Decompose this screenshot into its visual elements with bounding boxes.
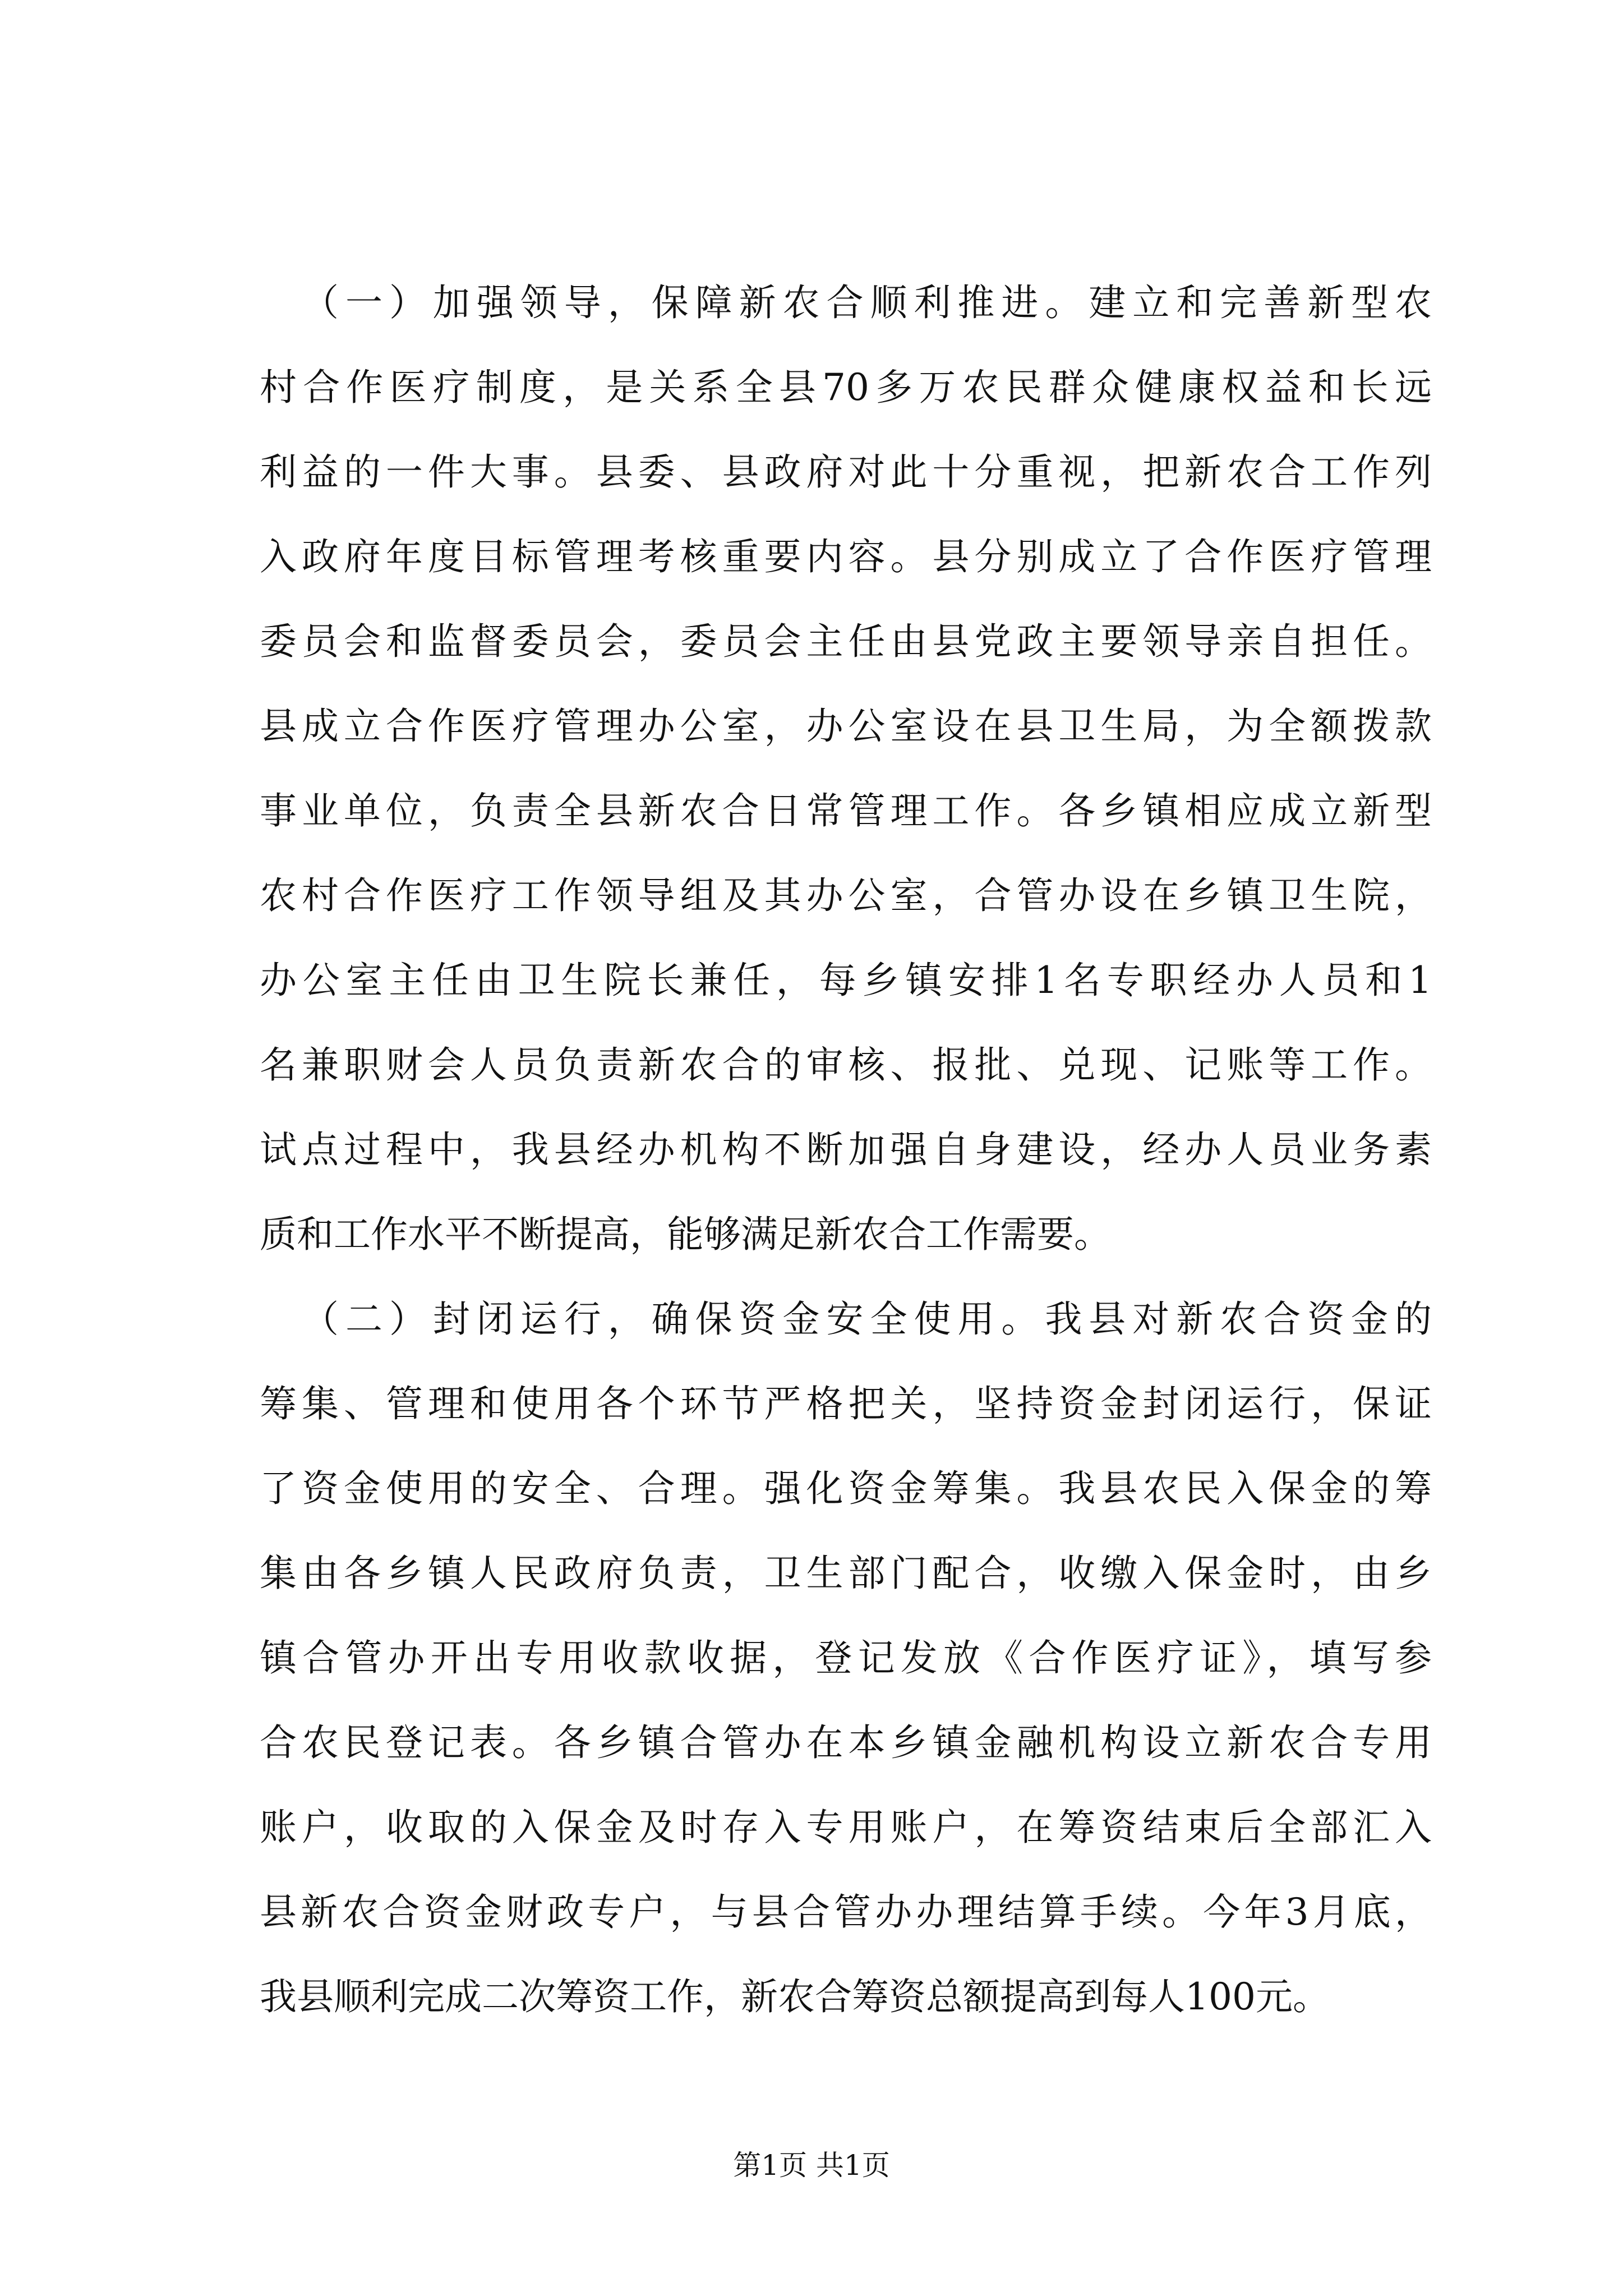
paragraph-2-line-4: 集由各乡镇人民政府负责，卫生部门配合，收缴入保金时，由乡: [260, 1552, 1432, 1595]
paragraph-2-line-2: 筹集、管理和使用各个环节严格把关，坚持资金封闭运行，保证: [260, 1382, 1432, 1425]
paragraph-1-line-8: 农村合作医疗工作领导组及其办公室，合管办设在乡镇卫生院，: [260, 874, 1432, 917]
paragraph-1-line-6: 县成立合作医疗管理办公室，办公室设在县卫生局，为全额拨款: [260, 705, 1432, 748]
paragraph-1-line-7: 事业单位，负责全县新农合日常管理工作。各乡镇相应成立新型: [260, 789, 1432, 832]
paragraph-1-line-12: 质和工作水平不断提高，能够满足新农合工作需要。: [260, 1213, 1111, 1256]
paragraph-2-line-7: 账户，收取的入保金及时存入专用账户，在筹资结束后全部汇入: [260, 1806, 1432, 1849]
paragraph-2-line-5: 镇合管办开出专用收款收据，登记发放《合作医疗证》，填写参: [260, 1636, 1432, 1680]
paragraph-1-line-5: 委员会和监督委员会，委员会主任由县党政主要领导亲自担任。: [260, 620, 1432, 663]
paragraph-1-line-11: 试点过程中，我县经办机构不断加强自身建设，经办人员业务素: [260, 1128, 1432, 1171]
paragraph-2-line-9: 我县顺利完成二次筹资工作，新农合筹资总额提高到每人100元。: [260, 1975, 1330, 2018]
page-footer: 第1页 共1页: [733, 2149, 890, 2182]
paragraph-1-line-4: 入政府年度目标管理考核重要内容。县分别成立了合作医疗管理: [260, 535, 1432, 578]
paragraph-1-line-2: 村合作医疗制度，是关系全县70多万农民群众健康权益和长远: [260, 366, 1432, 409]
paragraph-2-line-8: 县新农合资金财政专户，与县合管办办理结算手续。今年3月底，: [260, 1890, 1432, 1934]
paragraph-1-line-3: 利益的一件大事。县委、县政府对此十分重视，把新农合工作列: [260, 450, 1432, 494]
paragraph-1-line-9: 办公室主任由卫生院长兼任，每乡镇安排1名专职经办人员和1: [260, 959, 1432, 1002]
paragraph-1-line-1: （一）加强领导，保障新农合顺利推进。建立和完善新型农: [302, 281, 1432, 324]
paragraph-2-line-3: 了资金使用的安全、合理。强化资金筹集。我县农民入保金的筹: [260, 1467, 1432, 1510]
paragraph-2-line-1: （二）封闭运行，确保资金安全使用。我县对新农合资金的: [302, 1297, 1432, 1341]
paragraph-2-line-6: 合农民登记表。各乡镇合管办在本乡镇金融机构设立新农合专用: [260, 1721, 1432, 1764]
paragraph-1-line-10: 名兼职财会人员负责新农合的审核、报批、兑现、记账等工作。: [260, 1043, 1432, 1087]
